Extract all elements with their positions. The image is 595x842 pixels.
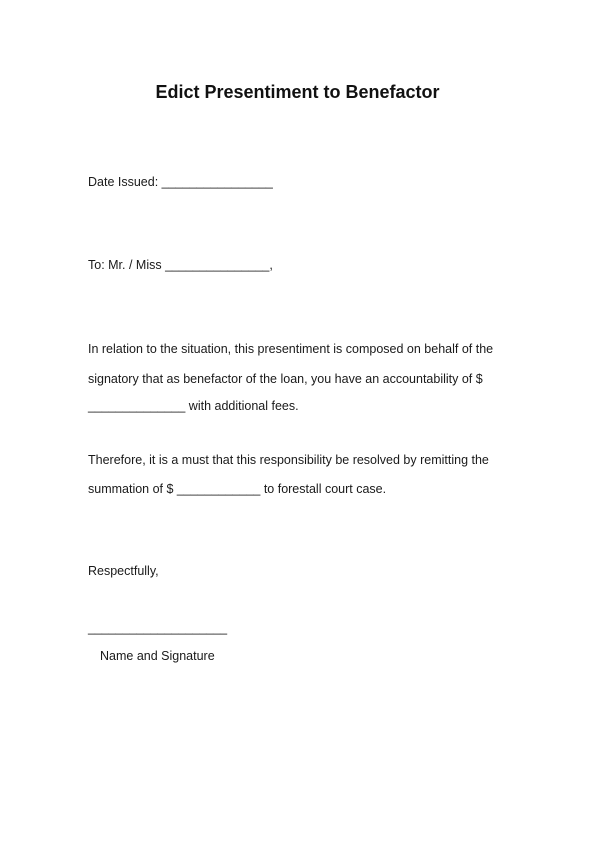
recipient-line: To: Mr. / Miss _______________, <box>88 258 273 272</box>
paragraph2-line1: Therefore, it is a must that this responsibility be resolved by remitting the <box>88 453 489 467</box>
date-issued-line: Date Issued: ________________ <box>88 175 273 189</box>
paragraph2-line2: summation of $ ____________ to forestall court case. <box>88 482 387 496</box>
signature-label: Name and Signature <box>100 649 215 663</box>
document-title: Edict Presentiment to Benefactor <box>155 82 440 102</box>
paragraph1-line3: ______________ with additional fees. <box>88 399 299 413</box>
paragraph1-line1: In relation to the situation, this presentiment is composed on behalf of the <box>88 342 494 356</box>
signature-line: ____________________ <box>88 621 228 635</box>
paragraph1-line2: signatory that as benefactor of the loan, you have an accountability of $ <box>88 372 483 386</box>
closing-text: Respectfully, <box>88 564 159 578</box>
